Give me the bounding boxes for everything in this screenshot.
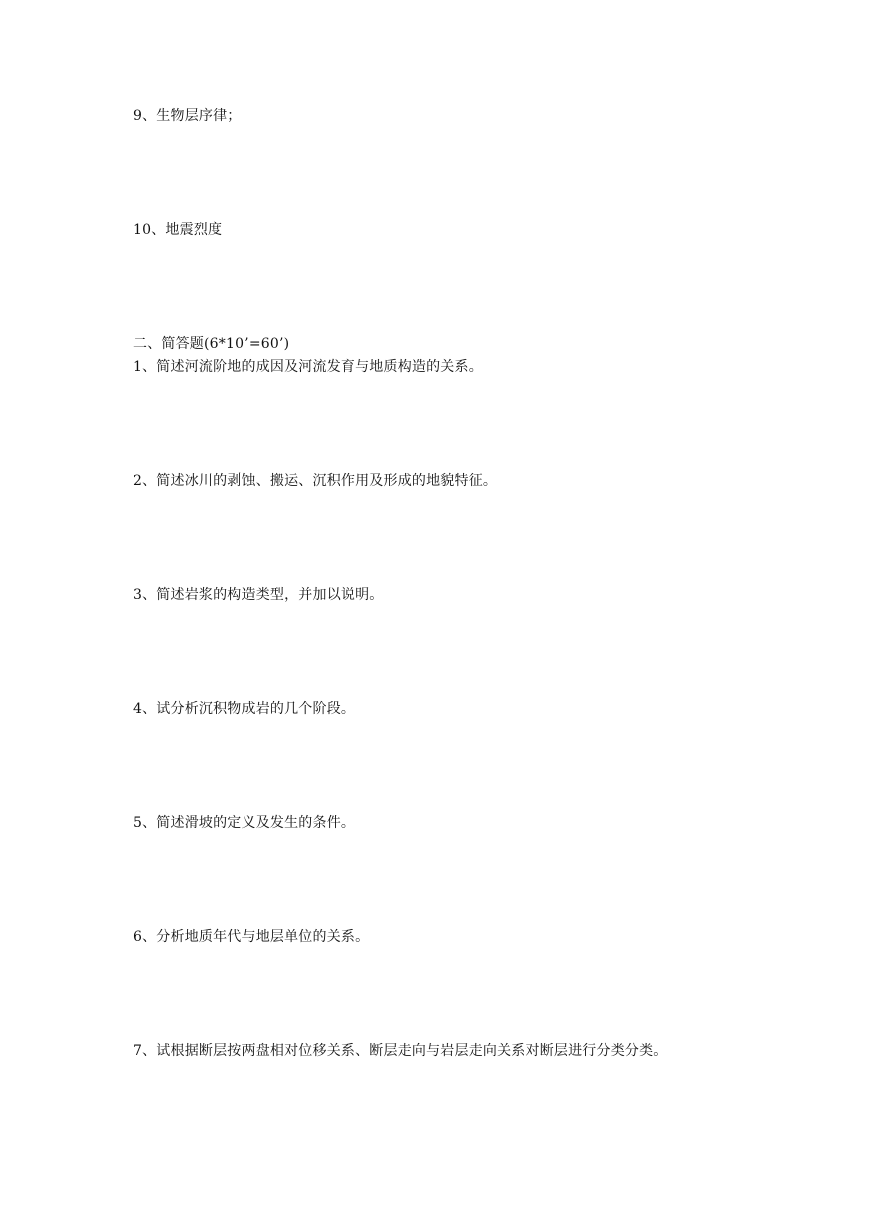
term-item-10: 10、地震烈度 [133,222,223,238]
question-7: 7、试根据断层按两盘相对位移关系、断层走向与岩层走向关系对断层进行分类分类。 [133,1043,668,1059]
question-1: 1、简述河流阶地的成因及河流发育与地质构造的关系。 [133,359,483,375]
question-2: 2、简述冰川的剥蚀、搬运、沉积作用及形成的地貌特征。 [133,473,498,489]
question-5: 5、简述滑坡的定义及发生的条件。 [133,815,356,831]
term-item-9: 9、生物层序律； [133,108,242,124]
question-4: 4、试分析沉积物成岩的几个阶段。 [133,701,356,717]
section-heading-short-answer: 二、简答题(6*10’=60’) [133,336,290,352]
question-6: 6、分析地质年代与地层单位的关系。 [133,929,370,945]
question-3: 3、简述岩浆的构造类型，并加以说明。 [133,587,384,603]
